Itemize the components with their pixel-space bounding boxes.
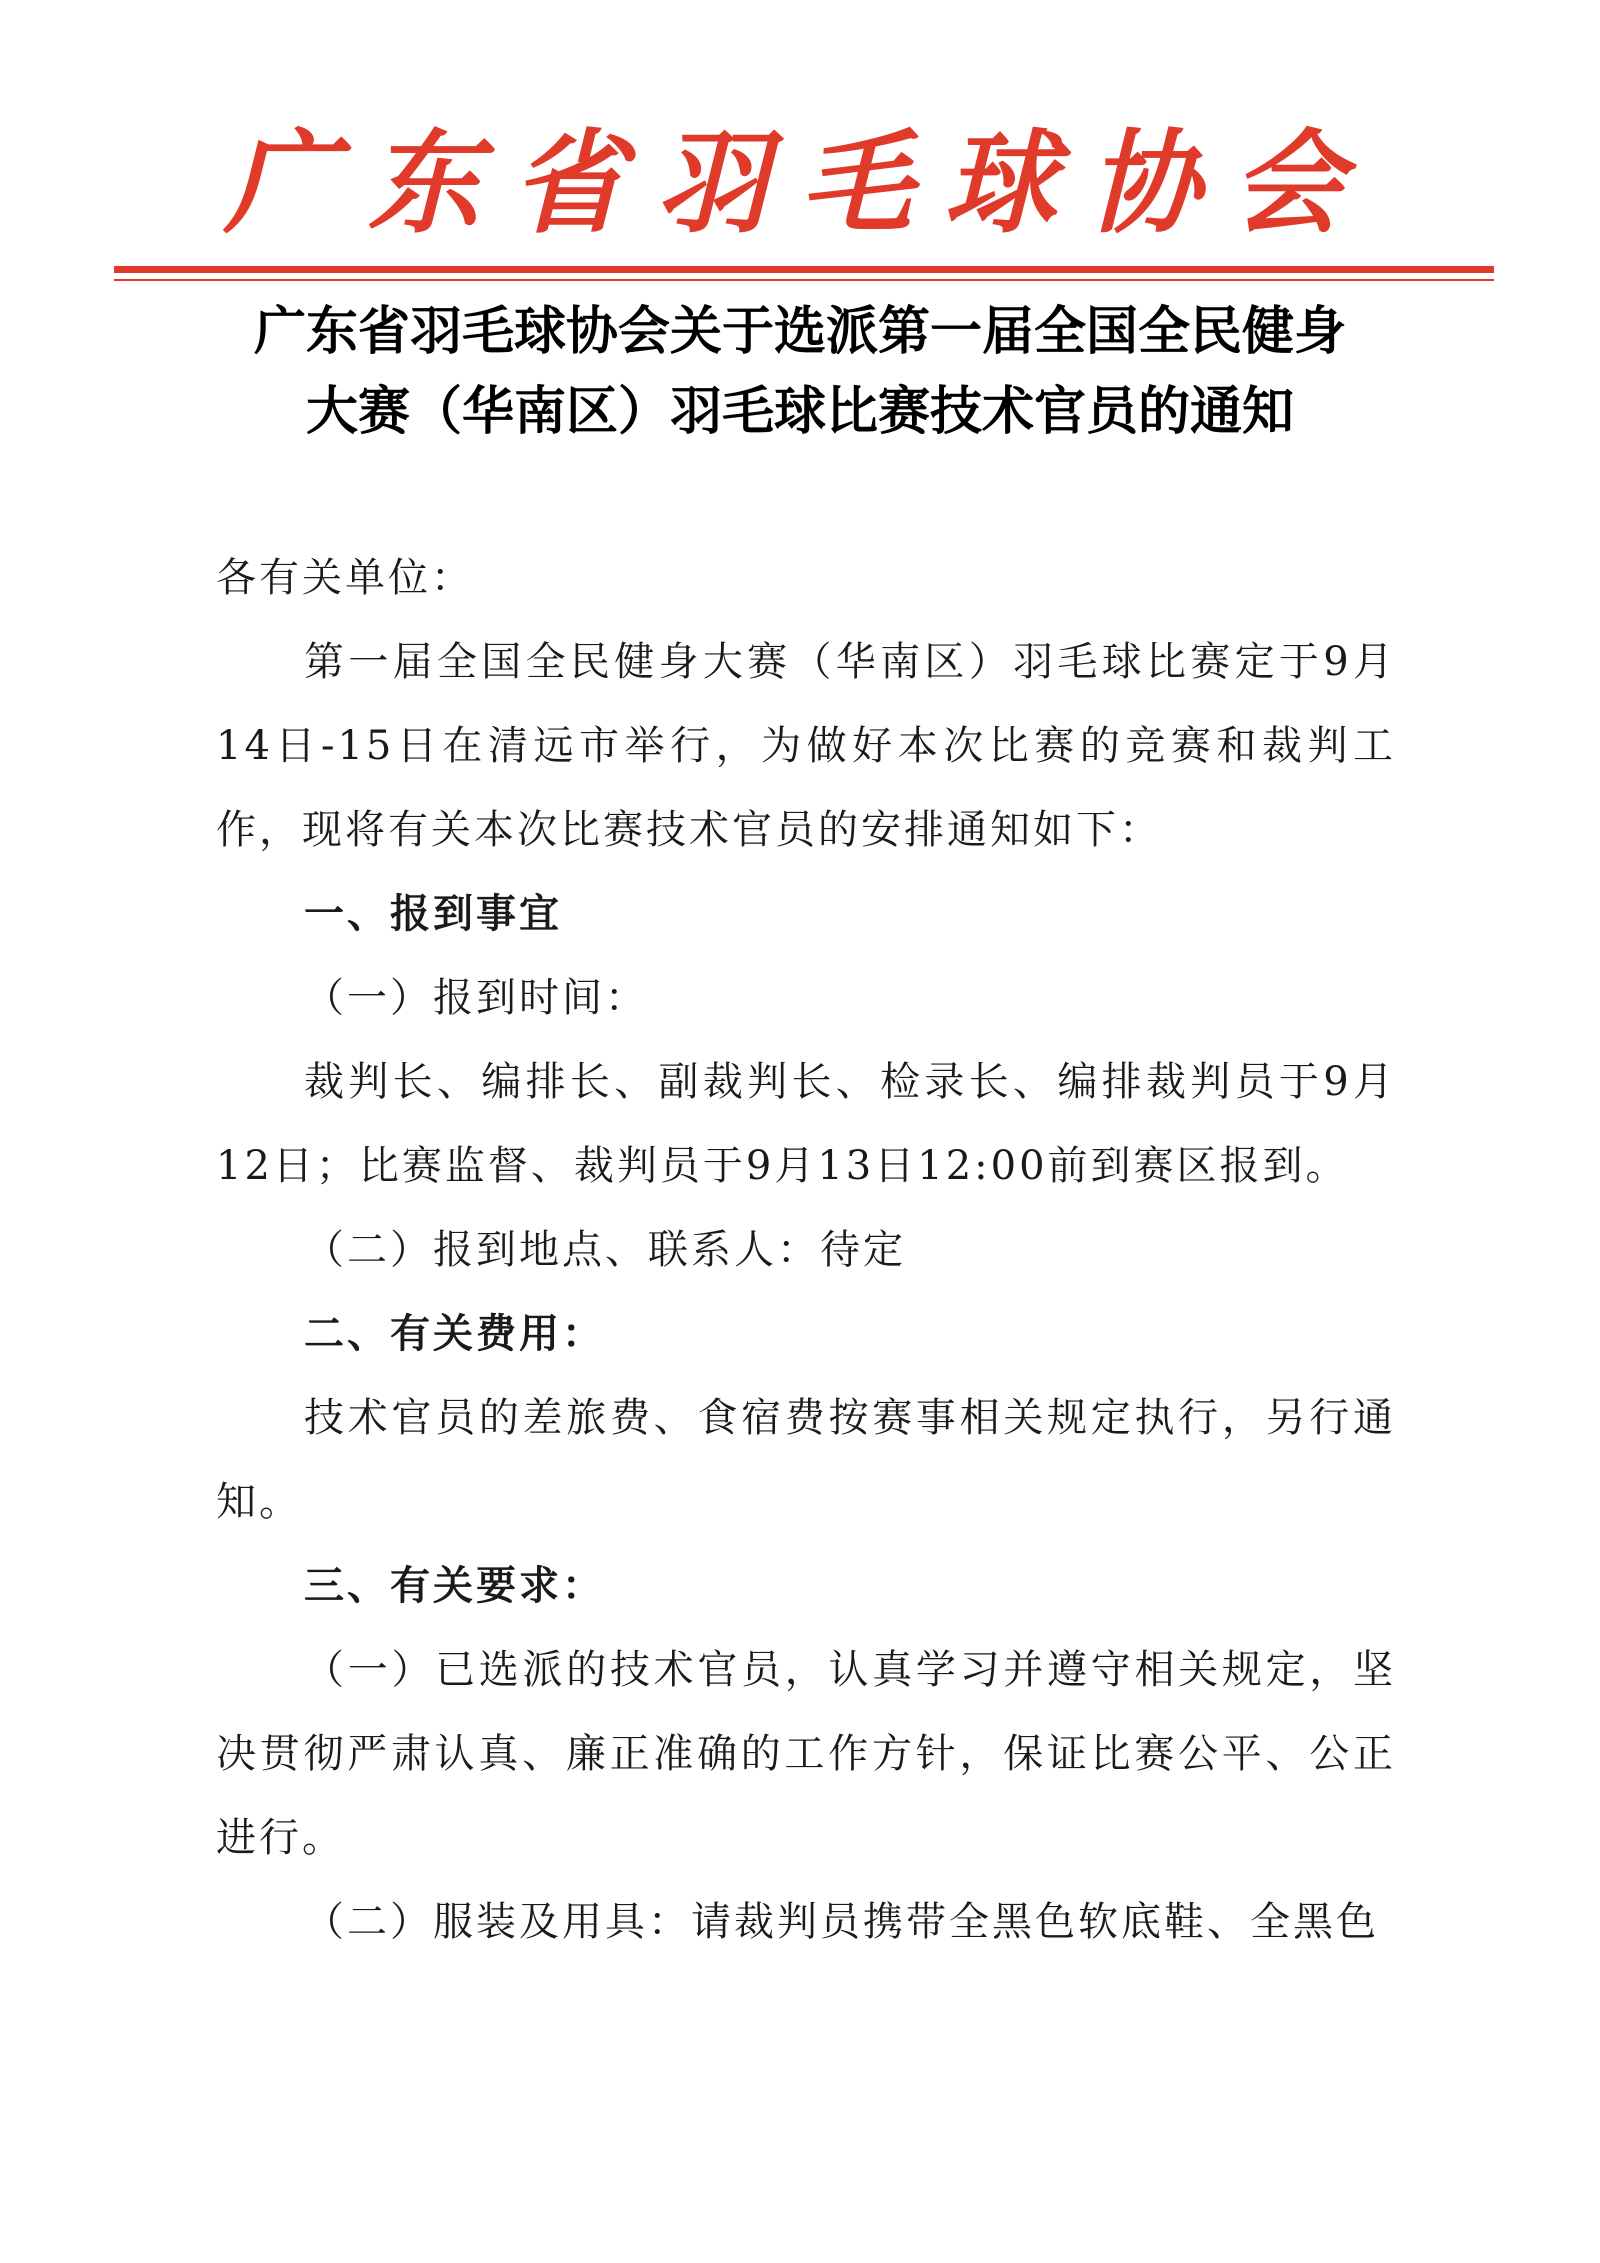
requirement-item-1: （一）已选派的技术官员，认真学习并遵守相关规定，坚决贯彻严肃认真、廉正准确的工作方针，保证比赛公平、公正进行。	[216, 1647, 1396, 1861]
letterhead-org-name: 广东省羽毛球协会	[224, 118, 1376, 249]
document-body	[216, 536, 1396, 1964]
title-line-2: 大赛（华南区）羽毛球比赛技术官员的通知	[305, 381, 1294, 442]
salutation: 各有关单位：	[216, 555, 474, 601]
subheading-registration-time: （一）报到时间：	[304, 975, 648, 1021]
section-heading-expenses: 二、有关费用：	[304, 1311, 605, 1357]
registration-time-paragraph: 裁判长、编排长、副裁判长、检录长、编排裁判员于9月12日；比赛监督、裁判员于9月13日12:00前到赛区报到。	[216, 1059, 1396, 1189]
expenses-paragraph: 技术官员的差旅费、食宿费按赛事相关规定执行，另行通知。	[216, 1395, 1396, 1525]
subheading-registration-location: （二）报到地点、联系人：待定	[304, 1227, 906, 1273]
letterhead-red-rule-thin	[114, 279, 1494, 281]
title-line-1: 广东省羽毛球协会关于选派第一届全国全民健身	[253, 301, 1346, 362]
intro-paragraph: 第一届全国全民健身大赛（华南区）羽毛球比赛定于9月14日-15日在清远市举行，为做好本次比赛的竞赛和裁判工作，现将有关本次比赛技术官员的安排通知如下：	[216, 639, 1396, 853]
requirement-item-2: （二）服装及用具：请裁判员携带全黑色软底鞋、全黑色	[304, 1899, 1379, 1945]
document-title	[150, 292, 1450, 452]
section-heading-registration: 一、报到事宜	[304, 891, 562, 937]
section-heading-requirements: 三、有关要求：	[304, 1563, 605, 1609]
letterhead-red-rule	[114, 266, 1494, 273]
